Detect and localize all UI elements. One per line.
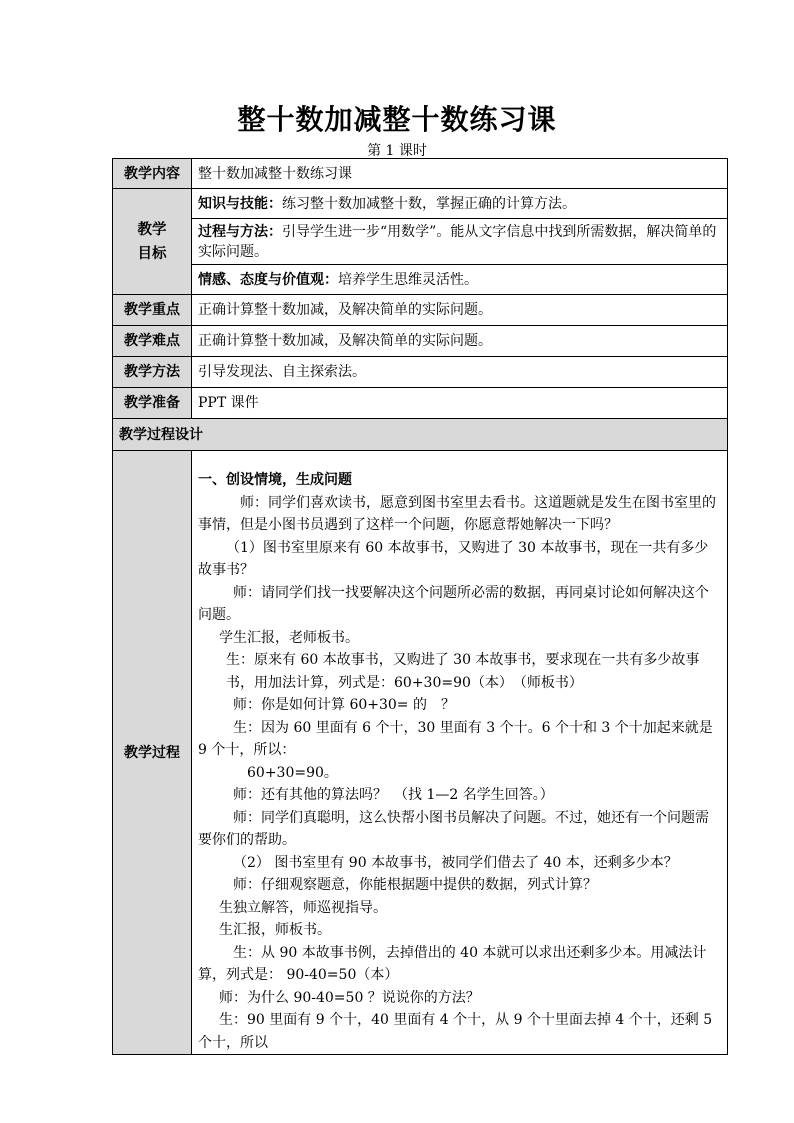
method-label: 教学方法: [113, 357, 192, 388]
process-label: 教学过程: [113, 451, 192, 1055]
difficulty-label: 教学难点: [113, 326, 192, 357]
process-paragraph: 师：还有其他的算法吗？ （找 1—2 名学生回答。）: [233, 787, 554, 803]
row-method: [113, 357, 728, 388]
goal-process-label: 过程与方法：: [198, 223, 282, 240]
process-paragraph: 师：同学们真聪明，这么快帮小图书员解决了问题。不过，她还有一个问题需要你们的帮助。: [198, 809, 709, 848]
lesson-number: 第 1 课时: [367, 143, 427, 159]
process-paragraph: （1）图书室里原来有 60 本故事书，又购进了 30 本故事书，现在一共有多少故事书？: [198, 539, 709, 578]
process-paragraph: 生汇报，师板书。: [219, 922, 331, 938]
process-paragraph: 师：仔细观察题意，你能根据题中提供的数据，列式计算？: [233, 877, 597, 893]
goal-knowledge-label: 知识与技能：: [198, 195, 282, 212]
row-goal-attitude: [113, 265, 728, 295]
lesson-plan-table: [112, 158, 728, 1055]
goal-attitude-label: 情感、态度与价值观：: [198, 271, 338, 288]
process-paragraph: 师：请同学们找一找要解决这个问题所必需的数据，再同桌讨论如何解决这个问题。: [198, 584, 709, 623]
key-point-value: 正确计算整十数加减，及解决简单的实际问题。: [192, 295, 728, 326]
method-value: 引导发现法、自主探索法。: [192, 357, 728, 388]
row-process: [113, 451, 728, 1055]
goal-attitude-text: 培养学生思维灵活性。: [338, 271, 478, 288]
process-paragraph: 60+30=90。: [247, 764, 338, 781]
row-process-design: [113, 419, 728, 451]
goal-process-text: 引导学生进一步“用数学”。能从文字信息中找到所需数据，解决简单的实际问题。: [198, 223, 717, 260]
row-difficulty: [113, 326, 728, 357]
goal-label-line-2: 目标: [137, 245, 167, 262]
process-content: [192, 451, 728, 1055]
row-key-point: [113, 295, 728, 326]
goal-label-line-1: 教学: [137, 221, 167, 238]
process-paragraph: 生：因为 60 里面有 6 个十，30 里面有 3 个十。6 个十和 3 个十加起来就是 9 个十，所以：: [198, 719, 713, 758]
process-paragraph: 师：你是如何计算 60+30= 的 ？: [233, 697, 455, 713]
process-section-heading: 一、创设情境，生成问题: [198, 472, 352, 488]
goal-knowledge-text: 练习整十数加减整十数，掌握正确的计算方法。: [282, 195, 576, 212]
goal-label: [113, 189, 192, 295]
row-preparation: [113, 388, 728, 419]
row-goal-knowledge: [113, 189, 728, 219]
content-value: 整十数加减整十数练习课: [192, 159, 728, 189]
goal-attitude: [192, 265, 728, 295]
preparation-label: 教学准备: [113, 388, 192, 419]
process-paragraph: 师：同学们喜欢读书，愿意到图书室里去看书。这道题就是发生在图书室里的事情，但是小图书员遇到了这样一个问题，你愿意帮她解决一下吗？: [198, 494, 716, 533]
document-title: 整十数加减整十数练习课: [237, 103, 557, 136]
process-design-heading: 教学过程设计: [113, 419, 728, 451]
content-label: 教学内容: [113, 159, 192, 189]
goal-process: [192, 219, 728, 265]
row-goal-process: [113, 219, 728, 265]
process-paragraph: （2） 图书室里有 90 本故事书，被同学们借去了 40 本，还剩多少本？: [233, 854, 678, 871]
goal-knowledge: [192, 189, 728, 219]
process-paragraph: 生：90 里面有 9 个十，40 里面有 4 个十，从 9 个十里面去掉 4 个十，还剩 5 个十，所以: [198, 1012, 713, 1051]
process-paragraph: 学生汇报，老师板书。: [219, 629, 359, 646]
row-content: [113, 159, 728, 189]
process-paragraph: 生：从 90 本故事书例，去掉借出的 40 本就可以求出还剩多少本。用减法计算，列式是： 90-40=50（本）: [198, 944, 707, 983]
process-paragraph: 生：原来有 60 本故事书，又购进了 30 本故事书，要求现在一共有多少故事书，用加法计算，列式是：60+30=90（本） （师板书）: [226, 652, 700, 691]
key-point-label: 教学重点: [113, 295, 192, 326]
process-paragraph: 师：为什么 90-40=50 ？说说你的方法？: [219, 989, 480, 1006]
preparation-value: PPT 课件: [192, 388, 728, 419]
process-paragraph: 生独立解答，师巡视指导。: [219, 899, 387, 916]
difficulty-value: 正确计算整十数加减，及解决简单的实际问题。: [192, 326, 728, 357]
